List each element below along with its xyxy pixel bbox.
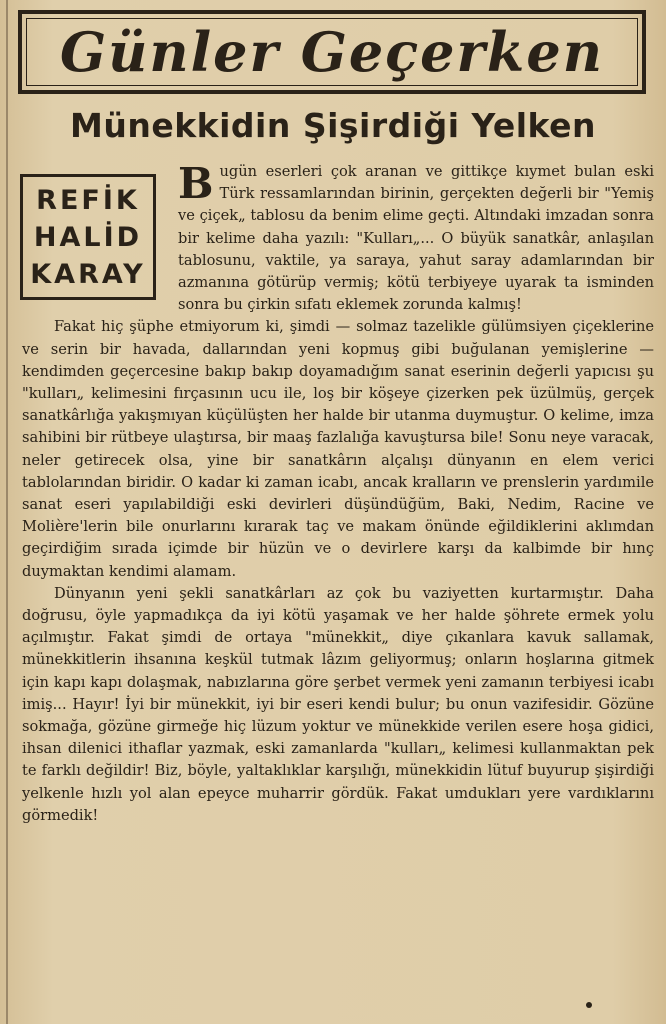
drop-cap: B — [178, 159, 214, 208]
byline-line-3: KARAY — [30, 258, 146, 290]
column-masthead — [18, 10, 646, 94]
byline-line-1: REFİK — [36, 184, 140, 216]
column-rule — [6, 0, 8, 1024]
masthead-title: Günler Geçerken — [60, 20, 604, 84]
byline-spacer — [22, 161, 178, 315]
byline-line-2: HALİD — [33, 221, 143, 253]
end-mark — [586, 1002, 592, 1008]
paragraph-1-text: ugün eserleri çok aranan ve gittikçe kıymet bulan eski Türk ressamlarından birinin, gerçekten değerli bir "Yemiş ve çiçek„ tablosu da benim elime geçti. Altındaki imzadan sonra bir kelime daha yazılı: "Kulları„... O büyük sanatkâr, anlaşılan tablosunu, vaktile, ya saraya, yahut saray adamlarından bir azmanına götürüp vermiş; kötü terbiyeye uyarak ta isminden sonra bu çirkin sıfatı eklemek zorunda kalmış! — [178, 163, 654, 314]
article-body — [22, 161, 654, 827]
article-paragraph-3: Dünyanın yeni şekli sanatkârları az çok bu vaziyetten kurtarmıştır. Daha doğrusu, öyle yapmadıkça da iyi kötü yaşamak ve her halde şöhrete ermek yolu açılmıştır. Fakat şimdi de ortaya "münekkit„ diye çıkanlara kavuk sallamak, münekkitlerin ihsanına keşkül tutmak lâzım geliyormuş; onların hoşlarına gitmek için kapı kapı dolaşmak, nabızlarına göre şerbet vermek yeni zamanın terbiyesi icabı imiş... Hayır! İyi bir münekkit, iyi bir eseri kendi bulur; bu onun vazifesidir. Gözüne sokmağa, gözüne girmeğe hiç lüzum yoktur ve münekkide verilen esere hoşa gidici, ihsan dilenici ithaflar yazmak, eski zamanlarda "kulları„ kelimesi kullanmaktan pek te farklı değildir! Biz, böyle, yaltaklıklar karşılığı, münekkidin lütuf buyurup şişirdiği yelkenle hızlı yol alan epeyce muharrir gördük. Fakat umdukları yere vardıklarını görmedik! — [22, 584, 654, 824]
article-paragraph-2: Fakat hiç şüphe etmiyorum ki, şimdi — solmaz tazelikle gülümsiyen çiçeklerine ve serin bir havada, dallarından yeni kopmuş gibi buğulanan yemişlerine — kendimden geçercesine bakıp bakıp doyamadığım sanat eserinin değerli yapıcısı şu "kulları„ kelimesini fırçasının ucu ile, loş bir köşeye çizerken pek üzülmüş, gerçek sanatkârlığa yakışmıyan küçülüşten her halde bir utanma duymuştur. O kelime, imza sahibini bir rütbeye ulaştırsa, bir maaş fazlalığa kavuştursa bile! Sonu neye varacak, neler getirecek olsa, yine bir sanatkârın alçalışı dünyanın en elem verici tablolarından biridir. O kadar ki zaman icabı, ancak kralların ve prenslerin yardımile sanat eseri yapılabildiği eski devirleri düşündüğüm, Baki, Nedim, Racine ve Molière'lerin bile onurlarını kırarak taç ve makam önünde eğildiklerini aklımdan geçirdiğim sırada içimde bir hüzün ve o devirlere karşı da kalbimde bir hınç duymaktan kendimi alamam. — [22, 318, 654, 580]
article-headline: Münekkidin Şişirdiği Yelken — [70, 106, 596, 145]
